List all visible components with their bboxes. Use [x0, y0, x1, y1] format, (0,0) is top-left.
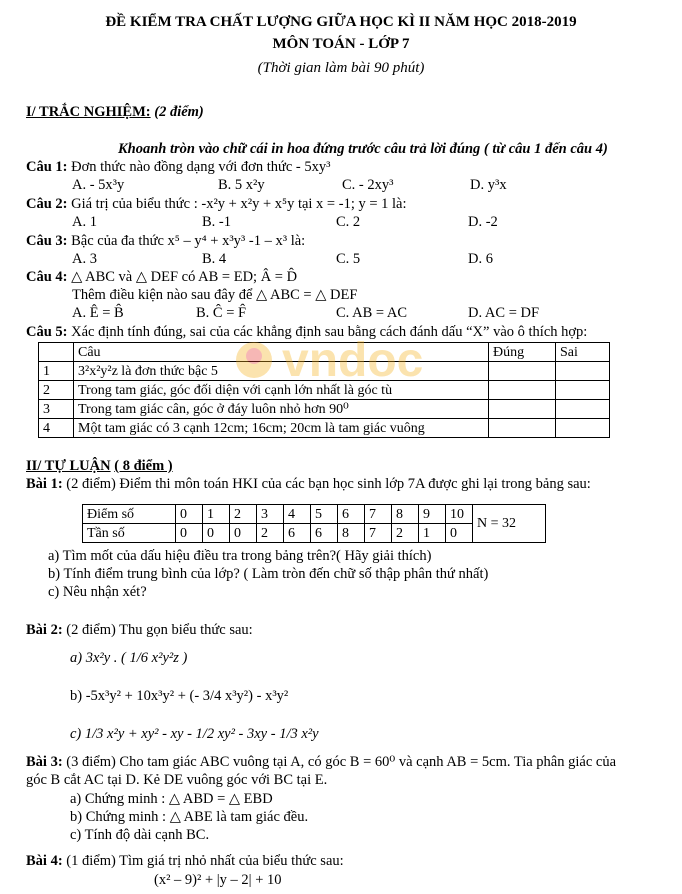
b1-freq: 0 [176, 524, 203, 543]
b1-score: 9 [419, 505, 446, 524]
q1 [26, 159, 330, 176]
q5-false-cell[interactable] [556, 381, 610, 400]
b2 [26, 622, 253, 639]
q2 [26, 196, 407, 213]
b1-item-b: b) Tính điểm trung bình của lớp? ( Làm tròn đến chữ số thập phân thứ nhất) [48, 566, 489, 582]
part1-instruction: Khoanh tròn vào chữ cái in hoa đứng trước câu trả lời đúng ( từ câu 1 đến câu 4) [118, 141, 608, 157]
b1-text: (2 điểm) Điểm thi môn toán HKI của các bạn học sinh lớp 7A được ghi lại trong bảng sau: [66, 476, 591, 492]
b1-freq-label: Tần số [83, 524, 176, 543]
q5-false-cell[interactable] [556, 362, 610, 381]
b1-freq: 6 [284, 524, 311, 543]
q3-opt-b: B. 4 [202, 251, 227, 267]
b3-line1: (3 điểm) Cho tam giác ABC vuông tại A, có góc B = 60⁰ và cạnh AB = 5cm. Tia phân giác của [66, 754, 617, 770]
q2-opt-c: C. 2 [336, 214, 361, 230]
q2-label: Câu 2: [26, 196, 68, 212]
b1-freq: 1 [419, 524, 446, 543]
b1-freq: 6 [311, 524, 338, 543]
part2-title: II/ TỰ LUẬN [26, 458, 111, 474]
q4-opt-c: C. AB = AC [336, 305, 408, 321]
b1-score: 1 [203, 505, 230, 524]
q2-text: Giá trị của biểu thức : -x²y + x²y + x⁵y tại x = -1; y = 1 là: [71, 196, 407, 212]
q1-opt-d: D. y³x [470, 177, 507, 193]
b1-freq: 0 [230, 524, 257, 543]
q2-opt-d: D. -2 [468, 214, 498, 230]
q5-header-index [39, 343, 74, 362]
q1-opt-b: B. 5 x²y [218, 177, 265, 193]
exam-time: (Thời gian làm bài 90 phút) [257, 60, 425, 76]
b3-item-c: c) Tính độ dài cạnh BC. [70, 827, 210, 843]
q5-true-cell[interactable] [489, 362, 556, 381]
b3 [26, 754, 616, 771]
b2-expr-c: c) 1/3 x²y + xy² - xy - 1/2 xy² - 3xy - 1/3 x²y [70, 726, 319, 742]
q4 [26, 269, 297, 286]
b4-expr: (x² – 9)² + |y – 2| + 10 [154, 872, 282, 888]
b1-item-a: a) Tìm mốt của dấu hiệu điều tra trong bảng trên?( Hãy giải thích) [48, 548, 432, 564]
b1-score: 3 [257, 505, 284, 524]
b1-freq: 8 [338, 524, 365, 543]
q5-row-statement: Trong tam giác cân, góc ở đáy luôn nhỏ hơn 90⁰ [74, 400, 489, 419]
b1-score: 6 [338, 505, 365, 524]
part2-heading [26, 458, 173, 475]
q1-opt-a: A. - 5x³y [72, 177, 125, 193]
q5-row-index: 4 [39, 419, 74, 438]
b1-item-c: c) Nêu nhận xét? [48, 584, 147, 600]
q5-true-cell[interactable] [489, 381, 556, 400]
b4 [26, 853, 344, 870]
exam-title: ĐỀ KIỂM TRA CHẤT LƯỢNG GIỮA HỌC KÌ II NĂM HỌC 2018-2019 [105, 14, 577, 30]
q3 [26, 233, 305, 250]
part2-points: ( 8 điểm ) [114, 458, 173, 474]
q3-opt-d: D. 6 [468, 251, 493, 267]
b1-score: 8 [392, 505, 419, 524]
b3-item-b: b) Chứng minh : △ ABE là tam giác đều. [70, 809, 309, 825]
b3-label: Bài 3: [26, 754, 63, 770]
q5-row-index: 3 [39, 400, 74, 419]
table-row [39, 400, 610, 419]
q4-label: Câu 4: [26, 269, 68, 285]
table-row [39, 419, 610, 438]
q2-opt-b: B. -1 [202, 214, 231, 230]
q5-row-statement: 3²x²y²z là đơn thức bậc 5 [74, 362, 489, 381]
q1-label: Câu 1: [26, 159, 68, 175]
q2-opt-a: A. 1 [72, 214, 97, 230]
b4-label: Bài 4: [26, 853, 63, 869]
b1-score: 10 [446, 505, 473, 524]
b1-score: 5 [311, 505, 338, 524]
b1-freq: 7 [365, 524, 392, 543]
q5-false-cell[interactable] [556, 419, 610, 438]
b4-text: (1 điểm) Tìm giá trị nhỏ nhất của biểu thức sau: [66, 853, 344, 869]
b1-total: N = 32 [473, 505, 546, 543]
b1-table [82, 504, 546, 543]
b1-score: 4 [284, 505, 311, 524]
q5-row-statement: Một tam giác có 3 cạnh 12cm; 16cm; 20cm là tam giác vuông [74, 419, 489, 438]
q4-sub: Thêm điều kiện nào sau đây để △ ABC = △ DEF [72, 287, 358, 303]
vndoc-watermark-logo [232, 330, 452, 390]
b1-freq: 0 [203, 524, 230, 543]
q5-text: Xác định tính đúng, sai của các khẳng định sau bằng cách đánh dấu “X” vào ô thích hợp: [71, 324, 588, 340]
b1-freq: 0 [446, 524, 473, 543]
b3-item-a: a) Chứng minh : △ ABD = △ EBD [70, 791, 273, 807]
q4-text: △ ABC và △ DEF có AB = ED; Â = D̂ [71, 269, 298, 285]
b2-label: Bài 2: [26, 622, 63, 638]
b1-label: Bài 1: [26, 476, 63, 492]
b1 [26, 476, 591, 493]
q4-opt-d: D. AC = DF [468, 305, 540, 321]
b1-score: 2 [230, 505, 257, 524]
q5-true-cell[interactable] [489, 400, 556, 419]
q4-opt-b: B. Ĉ = F̂ [196, 305, 247, 321]
q5-row-index: 1 [39, 362, 74, 381]
exam-subject: MÔN TOÁN - LỚP 7 [272, 36, 410, 52]
q5-row-index: 2 [39, 381, 74, 400]
q3-text: Bậc của đa thức x⁵ – y⁴ + x³y³ -1 – x³ là: [71, 233, 306, 249]
q3-label: Câu 3: [26, 233, 68, 249]
b1-freq: 2 [257, 524, 284, 543]
q5-false-cell[interactable] [556, 400, 610, 419]
q1-text: Đơn thức nào đồng dạng với đơn thức - 5xy³ [71, 159, 331, 175]
q1-opt-c: C. - 2xy³ [342, 177, 394, 193]
q5-header-true: Đúng [489, 343, 556, 362]
part1-heading [26, 104, 204, 121]
q5-true-cell[interactable] [489, 419, 556, 438]
b1-scores-label: Điểm số [83, 505, 176, 524]
watermark-text: vndoc [282, 334, 424, 387]
b1-freq: 2 [392, 524, 419, 543]
q5-label: Câu 5: [26, 324, 68, 340]
q5-header-false: Sai [556, 343, 610, 362]
part1-title: I/ TRẮC NGHIỆM: [26, 104, 151, 120]
q5-row-statement: Trong tam giác, góc đối diện với cạnh lớn nhất là góc tù [74, 381, 489, 400]
q3-opt-c: C. 5 [336, 251, 361, 267]
q5-header-statement: Câu [74, 343, 489, 362]
b3-line2: góc B cắt AC tại D. Kẻ DE vuông góc với BC tại E. [26, 772, 328, 788]
b2-expr-a: a) 3x²y . ( 1/6 x²y²z ) [70, 650, 188, 666]
q3-opt-a: A. 3 [72, 251, 97, 267]
b2-expr-b: b) -5x³y² + 10x³y² + (- 3/4 x³y²) - x³y² [70, 688, 289, 704]
b1-score: 0 [176, 505, 203, 524]
part1-points: (2 điểm) [154, 104, 204, 120]
q4-opt-a: A. Ê = B̂ [72, 305, 124, 321]
b2-text: (2 điểm) Thu gọn biểu thức sau: [66, 622, 253, 638]
b1-score: 7 [365, 505, 392, 524]
